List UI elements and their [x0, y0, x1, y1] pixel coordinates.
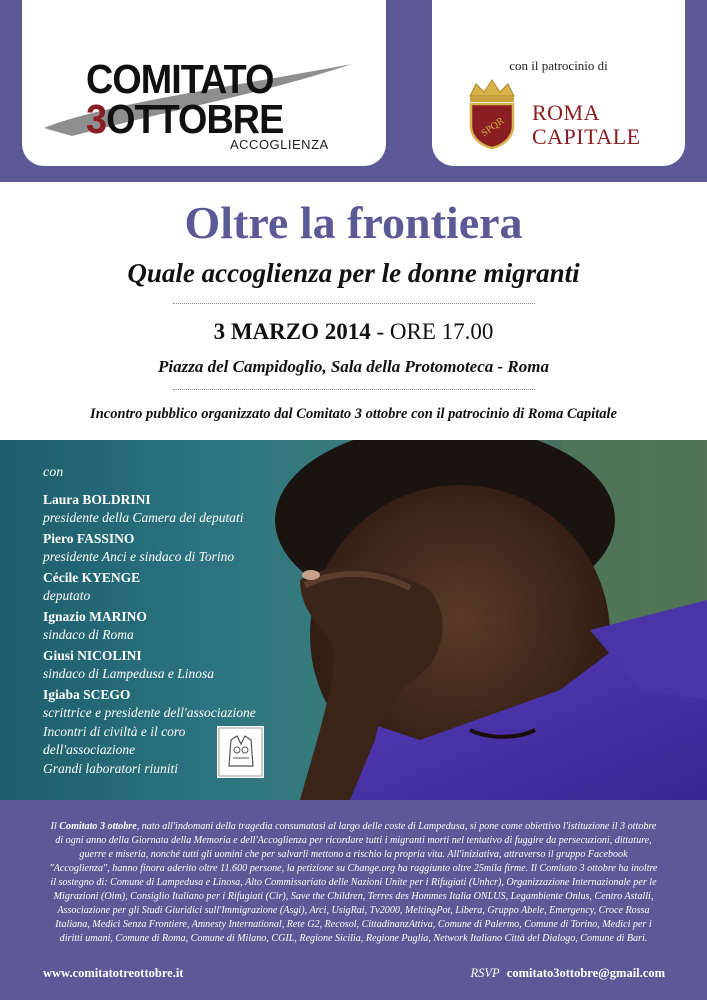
description-lead: Il [50, 821, 60, 832]
event-organizer-note: Incontro pubblico organizzato dal Comitato 3 ottobre con il patrocinio di Roma Capitale [90, 406, 617, 422]
event-subtitle: Quale accoglienza per le donne migranti [127, 258, 580, 288]
speaker-role: scrittrice e presidente dell'associazione [43, 705, 256, 720]
speaker-name: Laura BOLDRINI [43, 491, 151, 507]
speaker-role: presidente della Camera dei deputati [43, 510, 244, 525]
speaker-role: deputato [43, 588, 91, 603]
speakers-intro: con [43, 465, 64, 480]
header-band [0, 0, 707, 182]
speaker-role: presidente Anci e sindaco di Torino [43, 549, 235, 564]
rsvp-email-link[interactable]: comitato3ottobre@gmail.com [506, 966, 665, 980]
event-location: Piazza del Campidoglio, Sala della Protomoteca - Roma [158, 357, 549, 376]
speaker-extra: Incontri di civiltà e il coro [43, 723, 186, 739]
speaker-item [43, 608, 256, 645]
logo-subtitle: ACCOGLIENZA [230, 137, 329, 152]
speaker-item [43, 530, 256, 567]
speaker-item [43, 647, 256, 684]
description-body: , nato all'indomani della tragedia consumatasi al largo delle coste di Lampedusa, si pone come obiettivo l'istituzione il 3 ottobre di ogni anno della Giornata della Memoria e dell'Accoglienza per ricordare tutti i migranti morti nel tentativo di fuggire da persecuzioni, dittature, guerre e miseria, nonché tutti gli uomini che per salvarli mettono a rischio la propria vita. All'iniziativa, attraverso il gruppo Facebook "Accoglienza", hanno finora aderito oltre 11.600 persone, la petizione su Change.org ha raggiunto oltre 25mila firme. Il Comitato 3 ottobre ha inoltre il sostegno di: Comune di Lampedusa e Linosa, Alto Commissariato delle Nazioni Unite per i Rifugiati (Unhcr), Organizzazione Internazionale per le Migrazioni (Oim), Consiglio Italiano per i Rifugiati (Cir), Save the Children, Terres des Hommes Italia ONLUS, Legambiente Onlus, Centro Astalli, Associazione per gli Studi Giuridici sull'Immigrazione (Asgi), Arci, UsigRai, Tv2000, MeltingPot, Libera, Gruppo Abele, Emergency, Croce Rossa Italiana, Medici Senza Frontiere, Amnesty International, Rete G2, Recosol, CittadinanzAttiva, Comune di Palermo, Comune di Torino, Medici per i diritti umani, Comune di Roma, Comune di Milano, CGIL, Regione Sicilia, Regione Puglia, Network Italiano Città del Dialogo, Comune di Bari. [49, 821, 658, 944]
event-time: ORE 17.00 [389, 319, 494, 344]
speaker-role: sindaco di Lampedusa e Linosa [43, 666, 215, 681]
logo-number-3: 3 [86, 96, 107, 142]
roma-capitale-logo [532, 101, 641, 149]
website-link[interactable]: www.comitatotreottobre.it [43, 966, 184, 980]
description-committee-name: Comitato 3 ottobre [59, 821, 137, 832]
roma-capitale-line2: CAPITALE [532, 124, 641, 149]
speaker-name: Cécile KYENGE [43, 569, 141, 585]
woman-photo [0, 440, 707, 800]
description-section [0, 800, 707, 1000]
dotted-divider [173, 389, 535, 390]
comitato-logo-card [22, 0, 386, 166]
event-title: Oltre la frontiera [184, 197, 523, 248]
speaker-role: sindaco di Roma [43, 627, 134, 642]
logo-text-ottobre [86, 96, 283, 143]
patronage-card [432, 0, 685, 166]
speaker-name: Igiaba SCEGO [43, 686, 131, 702]
speaker-name: Piero FASSINO [43, 530, 135, 546]
speaker-name: Ignazio MARINO [43, 608, 147, 624]
logo-text-comitato: COMITATO [86, 56, 274, 102]
speaker-name: Giusi NICOLINI [43, 647, 142, 663]
dotted-divider [173, 303, 535, 304]
roma-crest-icon [462, 78, 522, 150]
speaker-extra: Grandi laboratori riuniti [43, 760, 179, 776]
event-title-section [0, 182, 707, 440]
crest-spqr-text: SPQR [479, 115, 507, 139]
event-date-time [0, 319, 707, 345]
committee-description [48, 820, 659, 946]
patronage-label: con il patrocinio di [509, 58, 608, 73]
event-date: 3 MARZO 2014 [213, 319, 371, 344]
rsvp-label: RSVP [470, 966, 500, 980]
choir-logo-icon [217, 726, 264, 778]
roma-capitale-line1: ROMA [532, 100, 601, 125]
event-date-separator: - [370, 319, 390, 344]
logo-text-ottobre-word: OTTOBRE [106, 96, 284, 142]
speaker-item [43, 491, 256, 528]
speaker-extra: dell'associazione [43, 742, 136, 757]
speaker-item [43, 569, 256, 606]
rsvp-contact [470, 966, 665, 981]
